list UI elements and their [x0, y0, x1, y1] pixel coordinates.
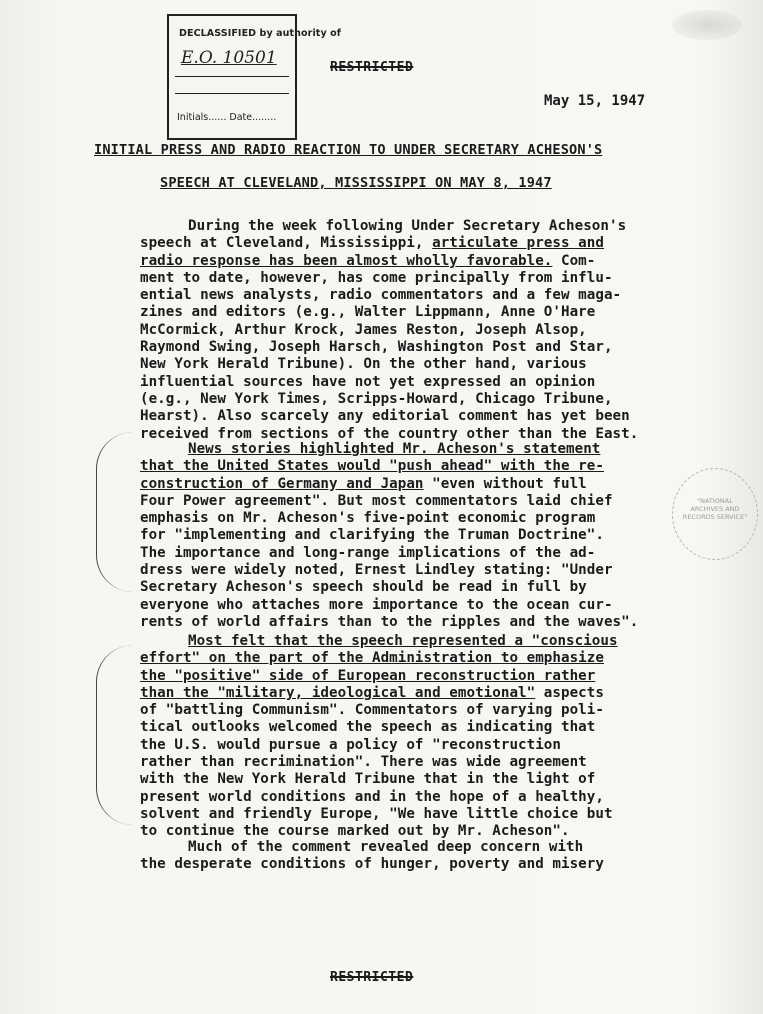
- paragraph-4: [140, 839, 700, 874]
- paragraph-2: [140, 441, 700, 631]
- paragraph-1: [140, 218, 700, 443]
- underlined-text: radio response has been almost wholly favorable.: [140, 252, 553, 269]
- document-title-line-2: SPEECH AT CLEVELAND, MISSISSIPPI ON MAY 8, 1947: [160, 175, 552, 191]
- text-line: present world conditions and in the hope of a healthy,: [140, 788, 604, 805]
- text-line: rents of world affairs than to the ripples and the waves".: [140, 613, 639, 630]
- text-line: Most felt that the speech represented a "conscious: [188, 633, 618, 649]
- text-line: tical outlooks welcomed the speech as indicating that: [140, 719, 596, 736]
- text-line: (e.g., New York Times, Scripps-Howard, Chicago Tribune,: [140, 390, 613, 407]
- text-line: [140, 685, 700, 702]
- text-run: aspects: [535, 684, 604, 701]
- text-line: Four Power agreement". But most commentators laid chief: [140, 492, 613, 509]
- text-line: Secretary Acheson's speech should be read in full by: [140, 579, 587, 596]
- text-line: that the United States would "push ahead" with the re-: [140, 458, 604, 475]
- text-line: of "battling Communism". Commentators of varying poli-: [140, 702, 604, 719]
- stamp-rule: [175, 93, 289, 94]
- text-line: [140, 235, 700, 252]
- text-line: with the New York Herald Tribune that in the light of: [140, 771, 596, 788]
- document-title-line-1: INITIAL PRESS AND RADIO REACTION TO UNDER SECRETARY ACHESON'S: [94, 142, 603, 158]
- text-line: influential sources have not yet expressed an opinion: [140, 373, 596, 390]
- text-line: News stories highlighted Mr. Acheson's statement: [188, 441, 601, 457]
- paragraph-3: [140, 633, 700, 841]
- stamp-rule: [175, 76, 289, 77]
- stamp-authority: E.O. 10501: [181, 48, 277, 68]
- text-line: the "positive" side of European reconstruction rather: [140, 667, 596, 684]
- archive-seal: [672, 468, 758, 560]
- text-line: Much of the comment revealed deep concern with: [188, 839, 584, 855]
- text-line: zines and editors (e.g., Walter Lippmann, Anne O'Hare: [140, 304, 596, 321]
- text-line: solvent and friendly Europe, "We have little choice but: [140, 805, 613, 822]
- text-line: emphasis on Mr. Acheson's five-point economic program: [140, 510, 596, 527]
- text-line: to continue the course marked out by Mr. Acheson".: [140, 823, 570, 840]
- text-run: speech at Cleveland, Mississippi,: [140, 235, 433, 252]
- underlined-text: construction of Germany and Japan: [140, 475, 424, 492]
- text-line: The importance and long-range implications of the ad-: [140, 544, 596, 561]
- declassification-stamp: [167, 14, 341, 140]
- paper-smudge: [672, 10, 742, 40]
- stamp-initials-date: Initials...... Date........: [177, 112, 277, 123]
- text-run: Com-: [552, 252, 596, 269]
- underlined-text: articulate press and: [432, 235, 604, 252]
- margin-bracket: [96, 432, 133, 592]
- margin-bracket: [96, 645, 133, 825]
- text-line: for "implementing and clarifying the Truman Doctrine".: [140, 527, 604, 544]
- document-date: May 15, 1947: [544, 93, 646, 109]
- underlined-text: than the "military, ideological and emotional": [140, 684, 536, 701]
- text-line: everyone who attaches more importance to the ocean cur-: [140, 596, 613, 613]
- text-line: During the week following Under Secretary Acheson's: [188, 218, 627, 234]
- text-line: dress were widely noted, Ernest Lindley stating: "Under: [140, 562, 613, 579]
- text-line: [140, 253, 700, 270]
- text-line: Raymond Swing, Joseph Harsch, Washington Post and Star,: [140, 339, 613, 356]
- text-line: [140, 476, 700, 493]
- archive-seal-text: "NATIONAL ARCHIVES AND RECORDS SERVICE": [682, 497, 748, 521]
- text-run: "even without full: [423, 475, 587, 492]
- text-line: New York Herald Tribune). On the other hand, various: [140, 356, 587, 373]
- classification-marking-top: RESTRICTED: [330, 60, 414, 75]
- text-line: ment to date, however, has come principally from influ-: [140, 269, 613, 286]
- text-line: effort" on the part of the Administration to emphasize: [140, 650, 604, 667]
- text-line: rather than recrimination". There was wide agreement: [140, 754, 587, 771]
- text-line: the U.S. would pursue a policy of "reconstruction: [140, 736, 561, 753]
- text-line: McCormick, Arthur Krock, James Reston, Joseph Alsop,: [140, 321, 587, 338]
- stamp-title: DECLASSIFIED by authority of: [179, 28, 341, 39]
- classification-marking-bottom: RESTRICTED: [330, 970, 414, 985]
- text-line: Hearst). Also scarcely any editorial comment has yet been: [140, 408, 630, 425]
- text-line: the desperate conditions of hunger, poverty and misery: [140, 856, 604, 873]
- text-line: ential news analysts, radio commentators and a few maga-: [140, 287, 622, 304]
- text-line: received from sections of the country other than the East.: [140, 425, 639, 442]
